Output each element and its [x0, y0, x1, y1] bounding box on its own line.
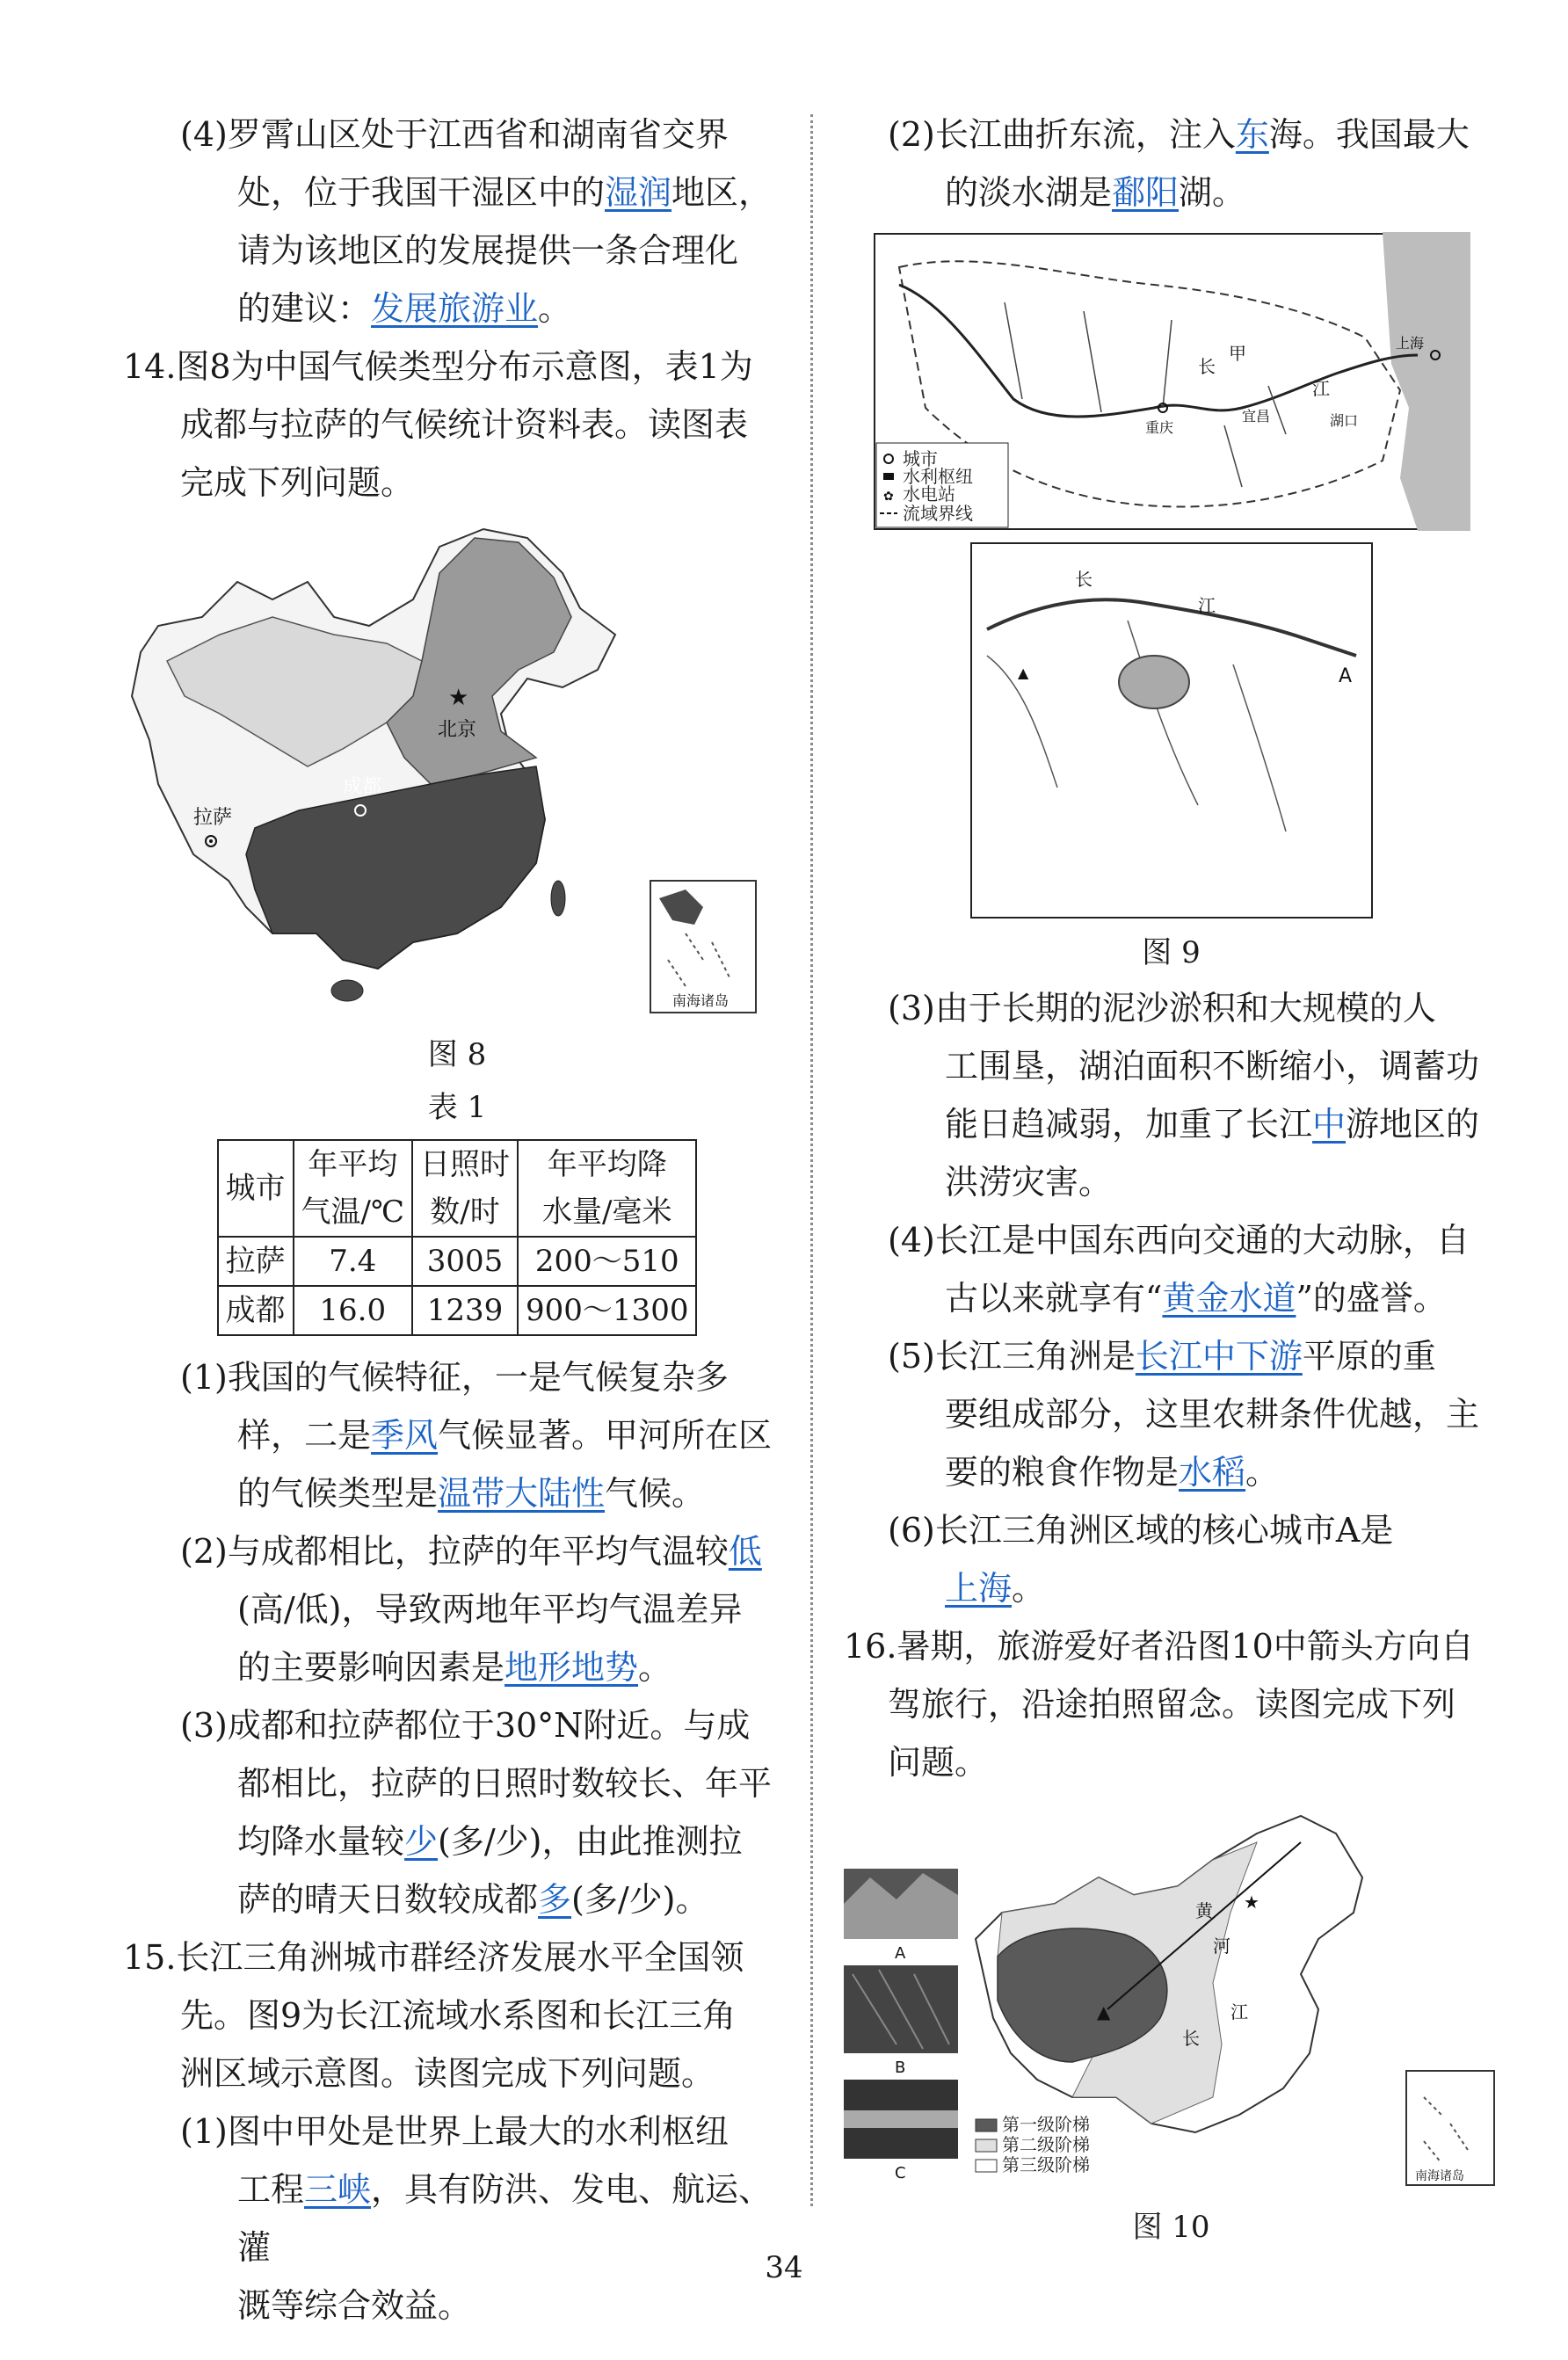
table-1-caption: 表 1 — [427, 1090, 487, 1125]
table-row: 拉萨 7.4 3005 200～510 — [218, 1237, 697, 1286]
river-label-chang: 长 — [1182, 2028, 1200, 2049]
inset-label: 南海诸岛 — [672, 992, 730, 1009]
q15-part2: (2)长江曲折东流，注入东海。我国最大 的淡水湖是鄱阳湖。 — [888, 115, 1470, 212]
answer-tourism: 发展旅游业 — [371, 289, 539, 328]
taihu-lake — [1119, 656, 1189, 708]
label-hukou: 湖口 — [1329, 412, 1358, 429]
q15-part6: (6)长江三角洲区域的核心城市A是 上海。 — [888, 1511, 1394, 1608]
answer-middle-lower-yangtze: 长江中下游 — [1135, 1337, 1303, 1376]
river-label-jiang: 江 — [1230, 2001, 1248, 2022]
q14-part1: (1)我国的气候特征，一是气候复杂多 样，二是季风气候显著。甲河所在区 的气候类型是温带大陆性气候。 — [180, 1358, 773, 1513]
table-1-climate: 城市 年平均 日照时 年平均降 气温/℃ 数/时 水量/毫米 拉萨 7.4 3005 200～510 成都 16.0 1239 900～1300 — [217, 1139, 698, 1336]
answer-humid: 湿润 — [605, 173, 672, 212]
answer-more: 多 — [538, 1880, 572, 1919]
q15-part3: (3)由于长期的泥沙淤积和大规模的人 工围垦，湖泊面积不断缩小，调蓄功 能日趋减弱，加重了长江中游地区的 洪涝灾害。 — [888, 989, 1480, 1202]
figure-8-caption: 图 8 — [427, 1037, 487, 1072]
figure-9-caption: 图 9 — [1142, 935, 1201, 970]
q15-part1: (1)图中甲处是世界上最大的水利枢纽 工程三峡，具有防洪、发电、航运、灌 溉等综合效益。 — [180, 2112, 773, 2325]
label-yichang: 宜昌 — [1241, 408, 1270, 425]
taiwan-island — [551, 881, 565, 916]
label-chang: 长 — [1197, 356, 1216, 377]
figure-10-caption: 图 10 — [1132, 2210, 1210, 2245]
svg-text:第一级阶梯: 第一级阶梯 — [1002, 2114, 1090, 2135]
right-column — [844, 105, 1499, 2254]
river-label-he: 河 — [1213, 1935, 1230, 1957]
page-number: 34 — [765, 2250, 803, 2285]
lhasa-label: 拉萨 — [193, 807, 233, 829]
svg-text:▲: ▲ — [1017, 664, 1028, 681]
svg-text:水电站: 水电站 — [902, 483, 955, 505]
svg-text:B: B — [895, 2059, 906, 2077]
hainan-island — [331, 980, 363, 1001]
table-header-row: 城市 年平均 日照时 年平均降 — [218, 1140, 697, 1188]
answer-low: 低 — [728, 1532, 762, 1571]
q14-part2: (2)与成都相比，拉萨的年平均气温较低 (高/低)，导致两地年平均气温差异 的主要影响因素是地形地势。 — [180, 1532, 762, 1687]
answer-east: 东 — [1235, 115, 1269, 154]
river-label-huang: 黄 — [1195, 1900, 1213, 1921]
label-shanghai: 上海 — [1395, 335, 1424, 352]
q16-stem: 16.暑期，旅游爱好者沿图10中箭头方向自 驾旅行，沿途拍照留念。读图完成下列 问题。 — [844, 1627, 1474, 1782]
answer-three-gorges: 三峡 — [304, 2170, 372, 2209]
svg-text:C: C — [895, 2164, 906, 2182]
svg-text:南海诸岛: 南海诸岛 — [1415, 2169, 1464, 2183]
svg-text:第三级阶梯: 第三级阶梯 — [1002, 2154, 1090, 2175]
answer-temperate-continental: 温带大陆性 — [438, 1474, 606, 1513]
answer-terrain: 地形地势 — [505, 1648, 639, 1687]
svg-text:城市: 城市 — [902, 448, 938, 469]
q14-part4 — [123, 105, 791, 338]
label-jia: 甲 — [1228, 343, 1246, 364]
q14-stem: 14.图8为中国气候类型分布示意图，表1为 成都与拉萨的气候统计资料表。读图表 完成下列问题。 — [123, 347, 753, 502]
beijing-star-icon: ★ — [448, 685, 469, 711]
figure-8-climate-map — [123, 520, 791, 1021]
q15-part4: (4)长江是中国东西向交通的大动脉，自 古以来就享有“黄金水道”的盛誉。 — [888, 1221, 1470, 1318]
q15-stem: 15.长江三角洲城市群经济发展水平全国领 先。图9为长江流域水系图和长江三角 洲区域示意图。读图完成下列问题。 — [123, 1938, 744, 2093]
svg-text:水利枢纽: 水利枢纽 — [902, 466, 973, 487]
chengdu-label: 成都 — [343, 776, 382, 798]
q14-4-line1: (4)罗霄山区处于江西省和湖南省交界 — [180, 115, 729, 154]
answer-shanghai: 上海 — [945, 1569, 1013, 1608]
answer-middle: 中 — [1312, 1105, 1347, 1144]
answer-less: 少 — [404, 1822, 439, 1861]
svg-text:流域界线: 流域界线 — [902, 503, 973, 524]
climate-map-svg — [123, 520, 791, 1021]
label-city-a: A — [1338, 665, 1352, 687]
svg-text:✿: ✿ — [882, 490, 894, 504]
svg-text:第二级阶梯: 第二级阶梯 — [1002, 2134, 1090, 2155]
answer-monsoon: 季风 — [371, 1416, 439, 1455]
answer-poyang: 鄱阳 — [1112, 173, 1180, 212]
left-column — [123, 105, 791, 2335]
figure-10-terrain-steps-map — [844, 1807, 1499, 2194]
label-chang-2: 长 — [1074, 569, 1093, 590]
figure-9-yangtze-basin-map — [873, 232, 1470, 531]
q15-part5: (5)长江三角洲是长江中下游平原的重 要组成部分，这里农耕条件优越，主 要的粮食作物是水稻。 — [888, 1337, 1480, 1492]
table-row: 成都 16.0 1239 900～1300 — [218, 1286, 697, 1335]
answer-rice: 水稻 — [1179, 1453, 1246, 1492]
column-divider — [810, 114, 813, 2206]
label-chongqing: 重庆 — [1144, 419, 1173, 436]
label-jiang: 江 — [1311, 378, 1330, 399]
beijing-label: 北京 — [438, 719, 477, 741]
q14-4-line3: 请为该地区的发展提供一条合理化 — [237, 231, 739, 270]
capital-star-icon: ★ — [1244, 1892, 1259, 1913]
q14-part3: (3)成都和拉萨都位于30°N附近。与成 都相比，拉萨的日照时数较长、年平 均降水量较少(多/少)，由此推测拉 萨的晴天日数较成都多(多/少)。 — [180, 1706, 773, 1919]
svg-text:▲: ▲ — [1097, 2001, 1111, 2022]
label-jiang-2: 江 — [1197, 595, 1216, 616]
south-china-sea-inset-fig10 — [1406, 2071, 1494, 2185]
figure-9-delta-map — [969, 541, 1374, 919]
answer-golden-waterway: 黄金水道 — [1162, 1279, 1296, 1318]
header-city: 城市 — [218, 1140, 294, 1237]
svg-text:A: A — [895, 1944, 906, 1963]
q14-4-line2: 处，位于我国干湿区中的湿润地区， — [237, 173, 773, 212]
q14-4-line4: 的建议：发展旅游业。 — [237, 289, 572, 328]
